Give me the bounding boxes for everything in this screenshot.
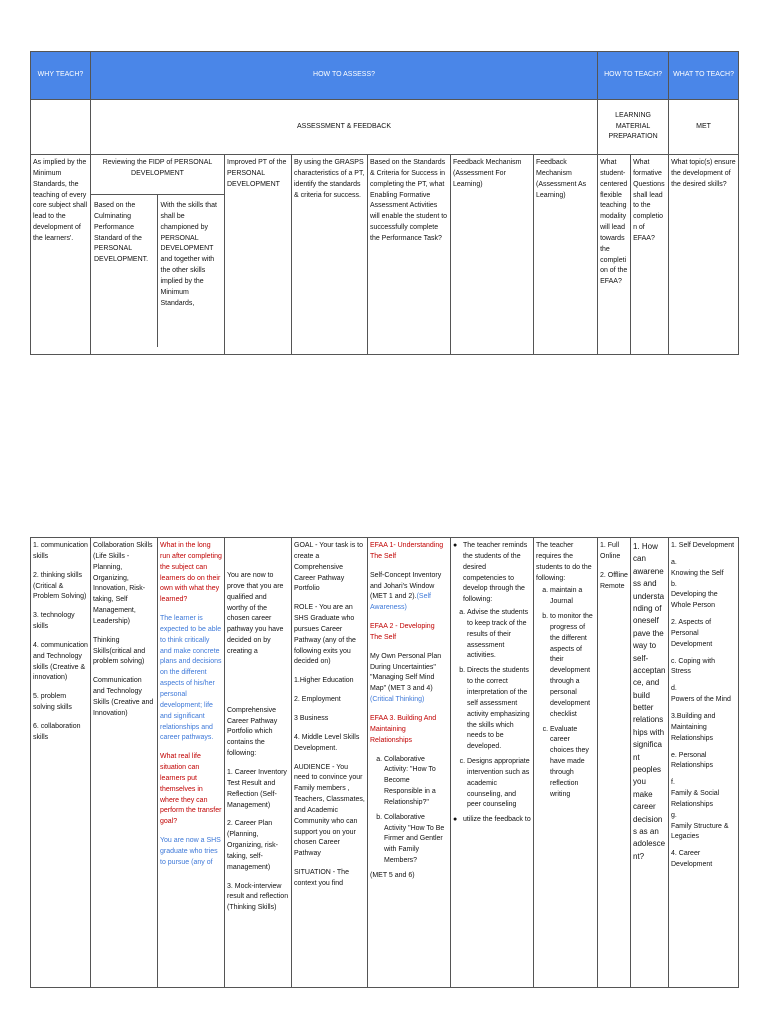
fidp-header-table bbox=[30, 51, 739, 355]
bullet-icon: ● bbox=[453, 816, 458, 824]
empty-cell bbox=[31, 100, 91, 155]
student-tasks-intro: The teacher requires the students to do the following: bbox=[536, 542, 592, 582]
topics-list-cell bbox=[669, 538, 739, 988]
goal-text: GOAL - Your task is to create a Comprehensive Career Pathway Portfolio bbox=[294, 542, 363, 593]
portfolio-item: 3. Mock-interview result and reflection (Thinking Skills) bbox=[227, 882, 289, 912]
efaa2-title: EFAA 2 - Developing The Self bbox=[370, 623, 435, 641]
topic-item: b. bbox=[671, 580, 677, 588]
met-label: MET bbox=[669, 100, 739, 155]
life-skill-item: Communication and Technology Skills (Creative and Innovation) bbox=[93, 677, 154, 717]
feedback-item: a. Advise the students to keep track of the results of their assessment activities. bbox=[467, 608, 531, 662]
feedback-for-learning-text: Feedback Mechanism (Assessment For Learning) bbox=[451, 155, 534, 355]
student-task-item: b. to monitor the progress of the different aspects of their development through a personal development checklist bbox=[550, 612, 595, 720]
skills-list-cell bbox=[31, 538, 91, 988]
skill-item: 2. thinking skills (Critical & Problem Solving) bbox=[33, 571, 87, 601]
skill-item: 1. communication skills bbox=[33, 542, 88, 560]
topic-item: Family & Social Relationships bbox=[671, 790, 720, 808]
feedback-last-text: utilize the feedback to bbox=[463, 816, 531, 824]
feedback-item: b. Directs the students to the correct interpretation of the self assessment activity emphasizing the skills which needs to be developed. bbox=[467, 666, 531, 753]
feedback-mechanism-cell bbox=[451, 538, 534, 988]
feedback-intro bbox=[453, 541, 531, 606]
topic-item: Developing the Whole Person bbox=[671, 591, 718, 610]
efaa2-body: My Own Personal Plan During Uncertainties" "Managing Self Mind Map" (MET 3 and 4) bbox=[370, 652, 442, 693]
topics-text: What topic(s) ensure the development of the desired skills? bbox=[669, 155, 739, 355]
transfer-question-1: What in the long run after completing the subject can learners do on their own with what they learned? bbox=[160, 542, 222, 604]
championed-skills-text: With the skills that shall be championed by PERSONAL DEVELOPMENT and together with the other skills implied by the Minimum Standards, bbox=[160, 202, 217, 307]
topic-item: c. Coping with Stress bbox=[671, 657, 715, 676]
exit-item: 4. Middle Level Skills Development. bbox=[294, 733, 360, 752]
topic-item: 1. Self Development bbox=[671, 542, 735, 549]
student-tasks-cell bbox=[534, 538, 598, 988]
how-to-assess-header: HOW TO ASSESS? bbox=[91, 52, 598, 100]
life-skill-item: Collaboration Skills (Life Skills - Planning, Organizing, Innovation, Risk-taking, Self Management, Leadership) bbox=[93, 542, 153, 625]
grasps-text: By using the GRASPS characteristics of a PT, identify the standards & criteria for success. bbox=[292, 155, 368, 355]
portfolio-intro: You are now to prove that you are qualified and worthy of the chosen career pathway you have decided on by creating a bbox=[227, 572, 284, 655]
formative-questions-text: What formative Questions shall lead to the completion of EFAA? bbox=[631, 155, 669, 355]
role-text: ROLE - You are an SHS Graduate who pursues Career Pathway (any of the following exits you decided on) bbox=[294, 604, 356, 666]
topic-item: d. bbox=[671, 685, 677, 693]
standards-criteria-text: Based on the Standards & Criteria for Success in completing the PT, what Enabling Formative Assessment Activities will enable the student to successfully complete the Performance Task? bbox=[368, 155, 451, 355]
bullet-icon: ● bbox=[453, 542, 458, 549]
feedback-item: c. Designs appropriate intervention such as academic counseling, and peer counseling bbox=[467, 757, 531, 811]
portfolio-item: 1. Career Inventory Test Result and Reflection (Self-Management) bbox=[227, 768, 287, 809]
why-teach-header: WHY TEACH? bbox=[31, 52, 91, 100]
audience-text: AUDIENCE - You need to convince your Family members , Teachers, Classmates, and Academic Community who can support you on your chosen Career Pathway bbox=[294, 763, 365, 858]
modality-cell bbox=[598, 538, 631, 988]
topic-item: 2. Aspects of Personal Development bbox=[671, 619, 713, 648]
efaa1-body-text: Self-Concept Inventory and Johari's Window (MET 1 and 2). bbox=[370, 571, 442, 601]
learning-material-label: LEARNING MATERIAL PREPARATION bbox=[598, 100, 669, 155]
topic-item: e. Personal Relationships bbox=[671, 751, 714, 770]
topic-item: 4. Career Development bbox=[671, 850, 713, 869]
portfolio-item: 2. Career Plan (Planning, Organizing, risk-taking, self-management) bbox=[227, 820, 278, 871]
topic-item: 3.Building and Maintaining Relationships bbox=[671, 712, 716, 742]
topic-item: a. bbox=[671, 558, 677, 566]
portfolio-title: Comprehensive Career Pathway Portfolio which contains the following: bbox=[227, 706, 278, 758]
student-task-item: a. maintain a Journal bbox=[550, 586, 595, 608]
culminating-standard-text: Based on the Culminating Performance Standard of the PERSONAL DEVELOPMENT. bbox=[91, 195, 158, 347]
efaa1-title: EFAA 1- Understanding The Self bbox=[370, 542, 444, 560]
assessment-feedback-label: ASSESSMENT & FEEDBACK bbox=[91, 100, 598, 155]
topic-item: Knowing the Self bbox=[671, 569, 724, 577]
teaching-modality-text: What student-centered flexible teaching modality will lead towards the completion of the EFAA? bbox=[598, 155, 631, 355]
efaa1-tag: (Self Awareness) bbox=[370, 593, 431, 612]
topic-item: Powers of the Mind bbox=[671, 696, 731, 704]
exit-item: 3 Business bbox=[294, 714, 329, 722]
transfer-question-2: What real life situation can learners put themselves in where they can perform the transfer goal? bbox=[160, 753, 222, 826]
activity-item: a. Collaborative Activity: "How To Become Responsible in a Relationship?" bbox=[384, 755, 448, 809]
grasps-cell bbox=[292, 538, 368, 988]
feedback-as-learning-text: Feedback Mechanism (Assessment As Learning) bbox=[534, 155, 598, 355]
formative-question-cell: 1. How can awareness and understanding of oneself pave the way to self-acceptance, and build better relationships with significant peoples you make career decisions as an adolescent? bbox=[631, 538, 669, 988]
feedback-items bbox=[453, 608, 531, 811]
efaa3-activities bbox=[370, 755, 448, 867]
improved-pt-text: Improved PT of the PERSONAL DEVELOPMENT bbox=[225, 155, 292, 355]
portfolio-cell bbox=[225, 538, 292, 988]
skill-item: 4. communication and Technology skills (Creative & innovation) bbox=[33, 641, 88, 682]
why-teach-text: As implied by the Minimum Standards, the teaching of every core subject shall lead to the development of the learners'. bbox=[31, 155, 91, 355]
student-task-item: c. Evaluate career choices they have made through reflection writing bbox=[550, 725, 595, 801]
what-to-teach-header: WHAT TO TEACH? bbox=[669, 52, 739, 100]
transfer-answer-1: The learner is expected to be able to think critically and make concrete plans and decisions on the different aspects of his/her personal development; life and significant relationships and career pathways. bbox=[160, 615, 222, 742]
feedback-intro-text: The teacher reminds the students of the desired competencies to develop through the following: bbox=[463, 542, 528, 604]
modality-item: 1. Full Online bbox=[600, 542, 621, 560]
efaa3-title: EFAA 3. Building And Maintaining Relationships bbox=[370, 714, 437, 744]
topic-item: f. bbox=[671, 779, 675, 787]
exit-item: 2. Employment bbox=[294, 696, 341, 704]
situation-text: SITUATION - The context you find bbox=[294, 869, 349, 887]
life-skills-cell bbox=[91, 538, 158, 988]
fidp-content-table bbox=[30, 537, 739, 988]
fidp-review-cell bbox=[91, 155, 225, 355]
transfer-goal-cell bbox=[158, 538, 225, 988]
exit-item: 1.Higher Education bbox=[294, 677, 354, 685]
transfer-answer-2: You are now a SHS graduate who tries to pursue (any of bbox=[160, 837, 221, 866]
efaa1-body bbox=[370, 571, 448, 614]
feedback-last bbox=[453, 815, 531, 826]
efaa-cell bbox=[368, 538, 451, 988]
student-tasks-list bbox=[536, 586, 595, 800]
life-skill-item: Thinking Skills(critical and problem solving) bbox=[93, 636, 146, 666]
topic-item: Family Structure & Legacies bbox=[671, 822, 729, 841]
activity-item: b. Collaborative Activity "How To Be Firmer and Gentler with Family Members? bbox=[384, 813, 448, 867]
how-to-teach-header: HOW TO TEACH? bbox=[598, 52, 669, 100]
topic-item: g. bbox=[671, 811, 677, 819]
skill-item: 6. collaboration skills bbox=[33, 722, 81, 741]
fidp-review-title: Reviewing the FIDP of PERSONAL DEVELOPMENT bbox=[91, 155, 224, 195]
modality-item: 2. Offline Remote bbox=[600, 571, 628, 590]
skill-item: 3. technology skills bbox=[33, 612, 75, 631]
efaa-met-text: (MET 5 and 6) bbox=[370, 871, 415, 879]
efaa2-tag: (Critical Thinking) bbox=[370, 696, 425, 704]
skill-item: 5. problem solving skills bbox=[33, 693, 72, 712]
